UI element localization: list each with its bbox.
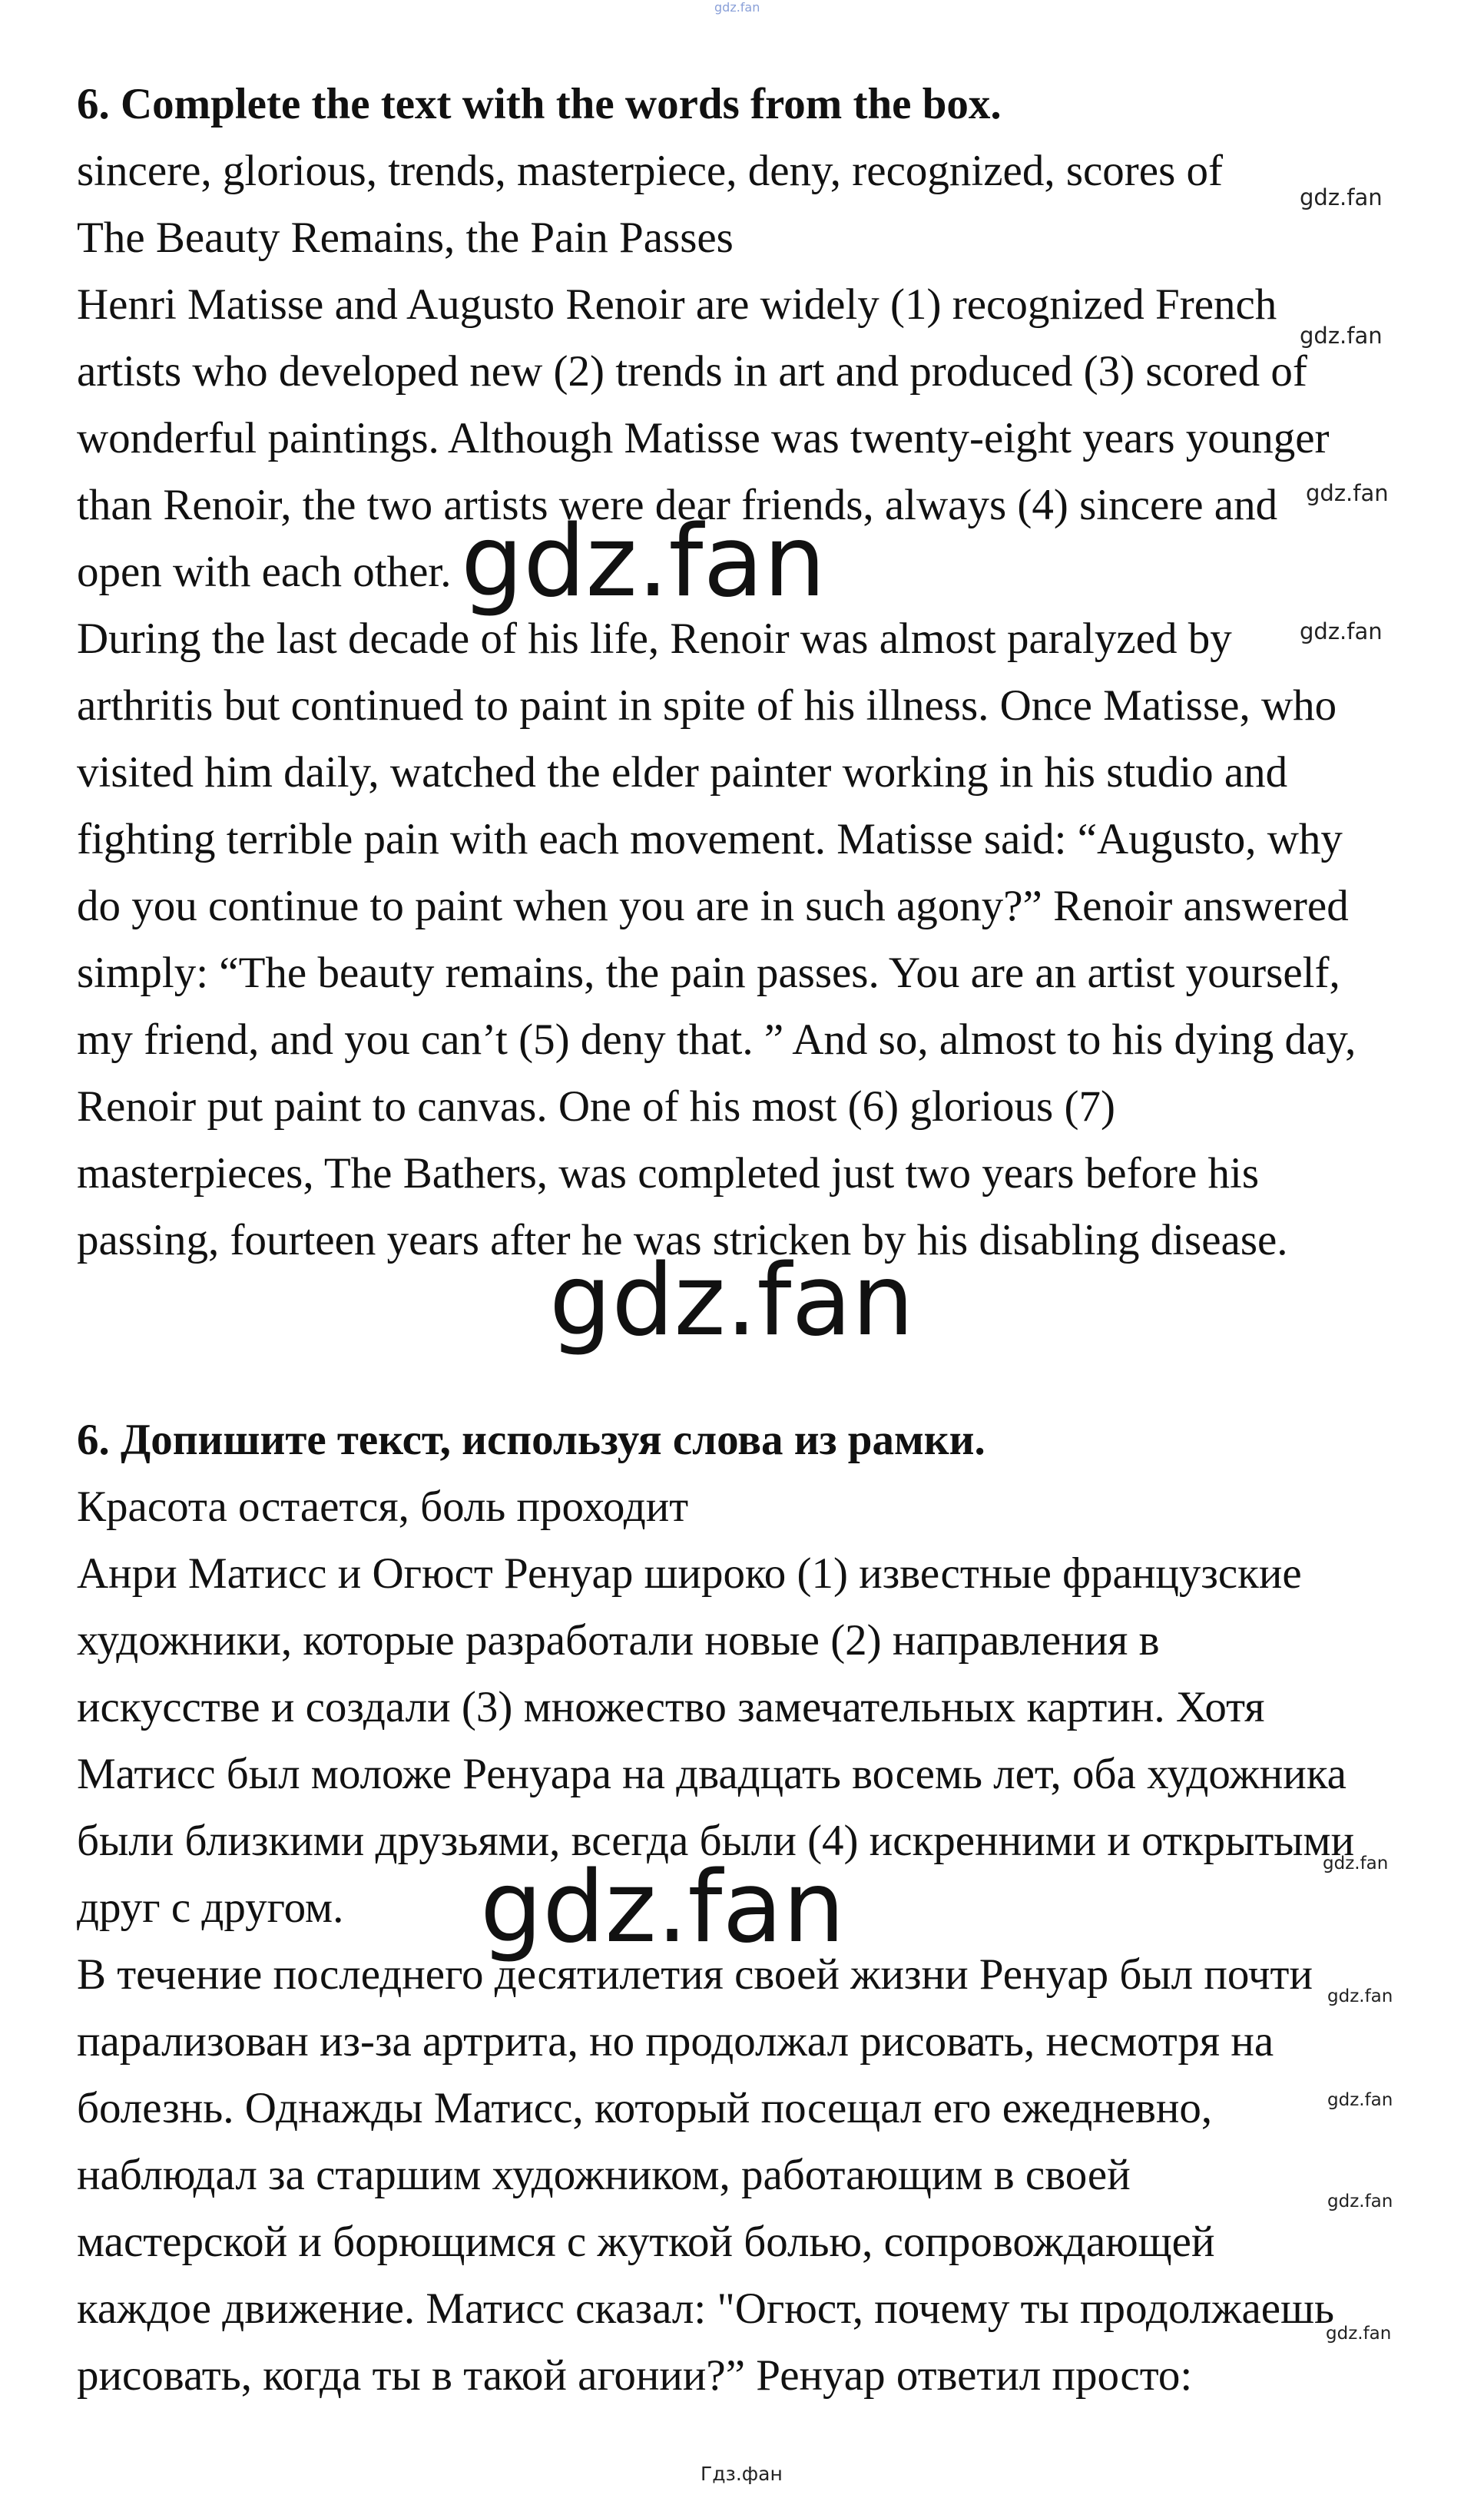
russian-text-line: рисовать, когда ты в такой агонии?” Ренуар ответил просто:: [77, 2351, 1193, 2400]
bottom-watermark: Гдз.фан: [701, 2463, 783, 2485]
english-text-line: arthritis but continued to paint in spite of his illness. Once Matisse, who: [77, 681, 1337, 730]
russian-text-line: Анри Матисс и Огюст Ренуар широко (1) известные французские: [77, 1549, 1302, 1598]
russian-text-line: наблюдал за старшим художником, работающим в своей: [77, 2151, 1131, 2199]
russian-text-line: парализован из-за артрита, но продолжал рисовать, несмотря на: [77, 2017, 1274, 2066]
watermark-big: gdz.fan: [480, 1850, 845, 1965]
russian-text-line: Матисс был моложе Ренуара на двадцать восемь лет, оба художника: [77, 1750, 1347, 1798]
russian-text-line: художники, которые разработали новые (2) направления в: [77, 1616, 1160, 1665]
english-text-line: masterpieces, The Bathers, was completed just two years before his: [77, 1149, 1260, 1198]
word-box-line: sincere, glorious, trends, masterpiece, deny, recognized, scores of: [77, 147, 1223, 195]
watermark-small: gdz.fan: [1300, 184, 1383, 210]
english-heading: 6. Complete the text with the words from the box.: [77, 80, 1002, 128]
english-text-line: visited him daily, watched the elder painter working in his studio and: [77, 748, 1288, 797]
english-text-line: artists who developed new (2) trends in art and produced (3) scored of: [77, 347, 1307, 396]
english-text-line: open with each other.: [77, 548, 452, 596]
english-text-line: wonderful paintings. Although Matisse was twenty-eight years younger: [77, 414, 1330, 462]
top-watermark: gdz.fan: [714, 0, 760, 15]
english-text-line: do you continue to paint when you are in such agony?” Renoir answered: [77, 882, 1349, 930]
russian-heading: 6. Допишите текст, используя слова из рамки.: [77, 1416, 985, 1464]
english-text-line: than Renoir, the two artists were dear friends, always (4) sincere and: [77, 481, 1278, 529]
watermark-big: gdz.fan: [461, 505, 826, 619]
russian-text-line: друг с другом.: [77, 1883, 344, 1932]
russian-text-line: болезнь. Однажды Матисс, который посещал его ежедневно,: [77, 2084, 1213, 2132]
english-text-line: my friend, and you can’t (5) deny that. ” And so, almost to his dying day,: [77, 1015, 1356, 1064]
russian-text-line: искусстве и создали (3) множество замечательных картин. Хотя: [77, 1683, 1265, 1731]
russian-title-line: Красота остается, боль проходит: [77, 1483, 689, 1531]
russian-text-line: В течение последнего десятилетия своей жизни Ренуар был почти: [77, 1950, 1313, 1999]
english-text-line: Henri Matisse and Augusto Renoir are widely (1) recognized French: [77, 280, 1277, 329]
russian-text-line: были близкими друзьями, всегда были (4) искренними и открытыми: [77, 1817, 1355, 1865]
watermark-tiny: gdz.fan: [1327, 1986, 1393, 2006]
watermark-tiny: gdz.fan: [1323, 1854, 1389, 1874]
russian-text-line: каждое движение. Матисс сказал: "Огюст, почему ты продолжаешь: [77, 2284, 1334, 2333]
english-text-line: simply: “The beauty remains, the pain passes. You are an artist yourself,: [77, 949, 1340, 997]
english-text-line: During the last decade of his life, Renoir was almost paralyzed by: [77, 615, 1232, 663]
watermark-tiny: gdz.fan: [1327, 2192, 1393, 2211]
watermark-big: gdz.fan: [549, 1244, 914, 1358]
english-text-line: passing, fourteen years after he was stricken by his disabling disease.: [77, 1216, 1288, 1264]
watermark-small: gdz.fan: [1306, 480, 1389, 506]
watermark-tiny: gdz.fan: [1326, 2324, 1392, 2344]
watermark-small: gdz.fan: [1300, 618, 1383, 644]
english-title-line: The Beauty Remains, the Pain Passes: [77, 214, 734, 262]
russian-text-line: мастерской и борющимся с жуткой болью, сопровождающей: [77, 2218, 1215, 2266]
watermark-small: gdz.fan: [1300, 323, 1383, 349]
english-text-line: Renoir put paint to canvas. One of his most (6) glorious (7): [77, 1082, 1115, 1131]
english-text-line: fighting terrible pain with each movement. Matisse said: “Augusto, why: [77, 815, 1343, 863]
watermark-tiny: gdz.fan: [1327, 2090, 1393, 2110]
